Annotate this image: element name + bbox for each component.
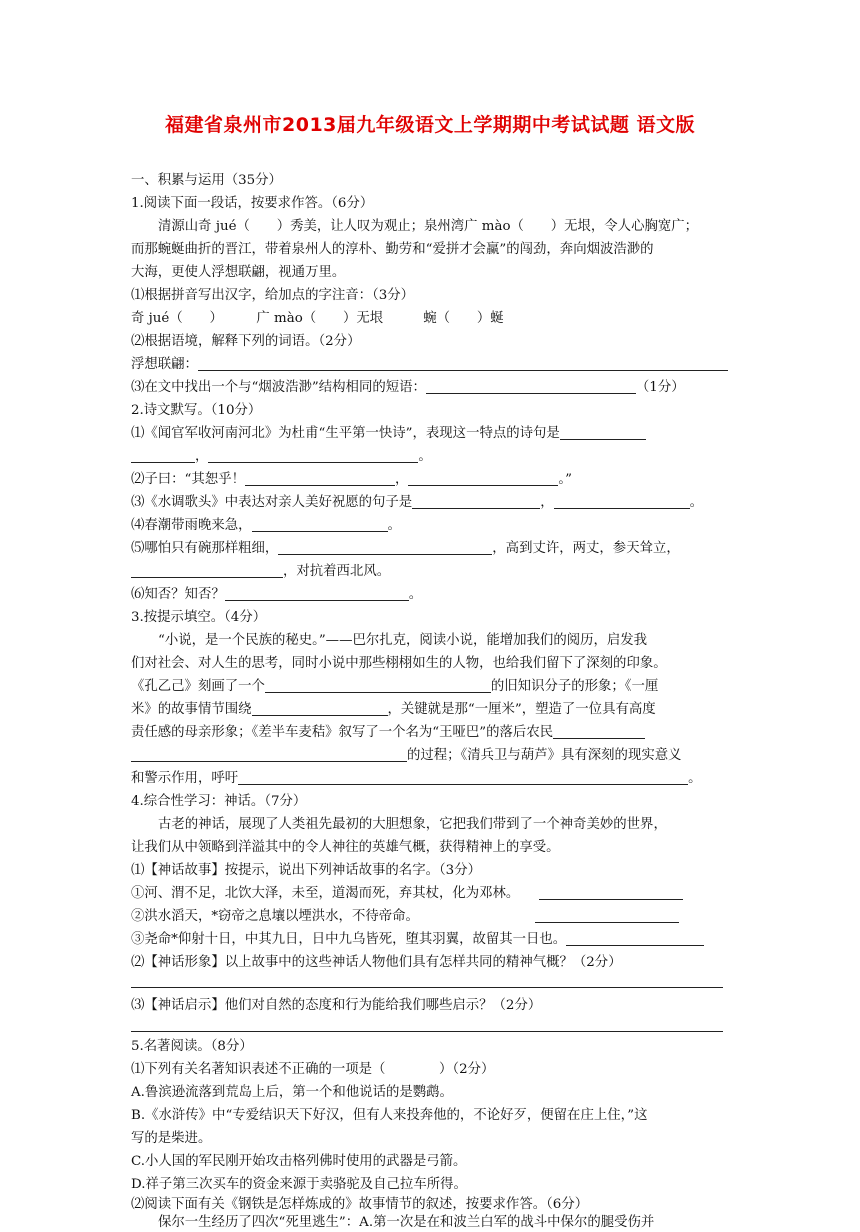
question-text: ，高到丈许，两丈，参天耸立， bbox=[492, 541, 680, 556]
answer-blank[interactable] bbox=[208, 448, 418, 463]
question-heading: 2.诗文默写。（10分） bbox=[131, 403, 262, 418]
question-text: ，关键就是那“一厘米”，塑造了一位具有高度 bbox=[387, 702, 656, 717]
answer-label: 浮想联翩： bbox=[131, 357, 198, 372]
sub-question: ⑵【神话形象】以上故事中的这些神话人物他们具有怎样共同的精神气概？（2分） bbox=[131, 955, 622, 970]
answer-blank[interactable] bbox=[131, 448, 195, 463]
sub-question bbox=[131, 563, 390, 581]
question-text: 的过程；《清兵卫与葫芦》具有深刻的现实意义 bbox=[407, 748, 682, 763]
paragraph-line: 让我们从中领略到洋溢其中的令人神往的英雄气概，获得精神上的享受。 bbox=[131, 840, 560, 855]
sub-question: 奇 jué（ ） 广 mào（ ）无垠 蜿（ ）蜒 bbox=[131, 311, 504, 326]
answer-blank[interactable] bbox=[265, 678, 491, 693]
paragraph-line: “小说，是一个民族的秘史。”——巴尔扎克，阅读小说，能增加我们的阅历，启发我 bbox=[158, 633, 648, 648]
answer-blank[interactable] bbox=[408, 471, 558, 486]
question-heading: 5.名著阅读。（8分） bbox=[131, 1039, 253, 1054]
punctuation: 。 bbox=[689, 495, 703, 510]
punctuation: 。 bbox=[418, 449, 432, 464]
sub-question: ⑴下列有关名著知识表述不正确的一项是（ ）（2分） bbox=[131, 1062, 495, 1077]
option-d: D.祥子第三次买车的资金来源于卖骆驼及自己拉车所得。 bbox=[131, 1177, 467, 1192]
answer-blank[interactable] bbox=[554, 494, 690, 509]
paragraph-line: 而那蜿蜒曲折的晋江，带着泉州人的淳朴、勤劳和“爱拼才会赢”的闯劲，奔向烟波浩渺的 bbox=[131, 242, 654, 257]
question-text: ③尧命*仰射十日，中其九日，日中九乌皆死，堕其羽翼，故留其一日也。 bbox=[131, 932, 567, 947]
question-text: ⑶在文中找出一个与“烟波浩渺”结构相同的短语： bbox=[131, 380, 426, 395]
paragraph-line bbox=[131, 678, 658, 696]
answer-blank[interactable] bbox=[566, 931, 704, 946]
sub-question: ⑵根据语境，解释下列的词语。（2分） bbox=[131, 334, 361, 349]
sub-question bbox=[131, 517, 401, 535]
question-heading: 4.综合性学习：神话。（7分） bbox=[131, 794, 307, 809]
question-heading: 1.阅读下面一段话，按要求作答。（6分） bbox=[131, 196, 374, 211]
sub-question bbox=[131, 586, 422, 604]
punctuation: 。” bbox=[558, 472, 572, 487]
answer-blank[interactable] bbox=[539, 885, 683, 900]
sub-question bbox=[131, 931, 704, 949]
question-text: 责任感的母亲形象；《差半车麦秸》叙写了一个名为“王哑巴”的落后农民 bbox=[131, 725, 554, 740]
punctuation: 。 bbox=[408, 587, 423, 602]
paragraph-line: 保尔一生经历了四次“死里逃生”：A.第一次是在和波兰白军的战斗中保尔的腿受伤并 bbox=[158, 1215, 655, 1230]
question-text: ⑶《水调歌头》中表达对亲人美好祝愿的句子是 bbox=[131, 495, 413, 510]
question-text: ，对抗着西北风。 bbox=[283, 564, 391, 579]
question-text: ⑴《闻官军收河南河北》为杜甫“生平第一快诗”，表现这一特点的诗句是 bbox=[131, 426, 560, 441]
answer-blank[interactable] bbox=[560, 425, 646, 440]
answer-blank[interactable] bbox=[426, 379, 636, 394]
answer-line[interactable] bbox=[131, 1031, 723, 1032]
sub-question bbox=[131, 471, 572, 489]
paragraph-line: 古老的神话，展现了人类祖先最初的大胆想象，它把我们带到了一个神奇美妙的世界， bbox=[158, 817, 667, 832]
question-text: 和警示作用，呼吁 bbox=[131, 771, 239, 786]
sub-question: ⑵阅读下面有关《钢铁是怎样炼成的》故事情节的叙述，按要求作答。（6分） bbox=[131, 1197, 589, 1212]
sub-question bbox=[131, 379, 685, 397]
sub-question: ⑴【神话故事】按提示，说出下列神话故事的名字。（3分） bbox=[131, 863, 481, 878]
question-text: 米》的故事情节围绕 bbox=[131, 702, 252, 717]
paragraph-line: 们对社会、对人生的思考，同时小说中那些栩栩如生的人物，也给我们留下了深刻的印象。 bbox=[131, 656, 667, 671]
sub-question bbox=[131, 356, 728, 374]
answer-blank[interactable] bbox=[535, 908, 679, 923]
answer-blank[interactable] bbox=[252, 517, 388, 532]
sub-question bbox=[131, 425, 646, 443]
answer-blank[interactable] bbox=[553, 724, 645, 739]
question-text: ⑵子曰：“其恕乎！ bbox=[131, 472, 245, 487]
score-note: （1分） bbox=[635, 380, 685, 395]
option-c: C.小人国的军民刚开始攻击格列佛时使用的武器是弓箭。 bbox=[131, 1154, 467, 1169]
punctuation: 。 bbox=[387, 518, 401, 533]
sub-question bbox=[131, 448, 432, 466]
punctuation: 。 bbox=[688, 771, 702, 786]
punctuation: ， bbox=[394, 472, 409, 487]
paragraph-line bbox=[131, 724, 645, 742]
question-text: 《孔乙己》刻画了一个 bbox=[131, 679, 265, 694]
question-text: ②洪水滔天，*窃帝之息壤以堙洪水，不待帝命。 bbox=[131, 909, 419, 924]
question-text: 的旧知识分子的形象；《一厘 bbox=[490, 679, 659, 694]
sub-question bbox=[131, 885, 683, 903]
answer-blank[interactable] bbox=[131, 563, 283, 578]
punctuation: ， bbox=[540, 495, 554, 510]
paragraph-line: 大海，更使人浮想联翩，视通万里。 bbox=[131, 265, 346, 280]
paragraph-line bbox=[131, 747, 682, 765]
sub-question bbox=[131, 908, 679, 926]
paragraph-line bbox=[131, 701, 656, 719]
option-b: B.《水浒传》中“专爱结识天下好汉，但有人来投奔他的，不论好歹，便留在庄上住，”这 bbox=[131, 1108, 648, 1123]
answer-line[interactable] bbox=[131, 987, 723, 988]
page-title: 福建省泉州市2013届九年级语文上学期期中考试试题 语文版 bbox=[165, 114, 695, 136]
sub-question: ⑶【神话启示】他们对自然的态度和行为能给我们哪些启示？（2分） bbox=[131, 998, 542, 1013]
answer-blank[interactable] bbox=[412, 494, 540, 509]
option-a: A.鲁滨逊流落到荒岛上后，第一个和他说话的是鹦鹉。 bbox=[131, 1085, 453, 1100]
sub-question: ⑴根据拼音写出汉字，给加点的字注音：（3分） bbox=[131, 288, 415, 303]
answer-blank[interactable] bbox=[252, 701, 388, 716]
section-heading: 一、积累与运用（35分） bbox=[131, 173, 282, 188]
paragraph-line: 清源山奇 jué（ ）秀美，让人叹为观止；泉州湾广 mào（ ）无垠，令人心胸宽广； bbox=[158, 219, 699, 234]
paragraph-line bbox=[131, 770, 702, 788]
sub-question bbox=[131, 494, 703, 512]
question-text: ⑸哪怕只有碗那样粗细， bbox=[131, 541, 279, 556]
answer-blank[interactable] bbox=[238, 770, 688, 785]
answer-blank[interactable] bbox=[245, 471, 395, 486]
answer-blank[interactable] bbox=[225, 586, 409, 601]
question-text: ①河、渭不足，北饮大泽，未至，道渴而死，弃其杖，化为邓林。 bbox=[131, 886, 520, 901]
sub-question bbox=[131, 540, 680, 558]
option-b-cont: 写的是柴进。 bbox=[131, 1131, 212, 1146]
answer-blank[interactable] bbox=[198, 356, 728, 371]
question-text: ⑹知否？知否？ bbox=[131, 587, 225, 602]
question-heading: 3.按提示填空。（4分） bbox=[131, 610, 267, 625]
answer-blank[interactable] bbox=[131, 747, 407, 762]
punctuation: ， bbox=[195, 449, 209, 464]
answer-blank[interactable] bbox=[278, 540, 492, 555]
question-text: ⑷春潮带雨晚来急， bbox=[131, 518, 252, 533]
